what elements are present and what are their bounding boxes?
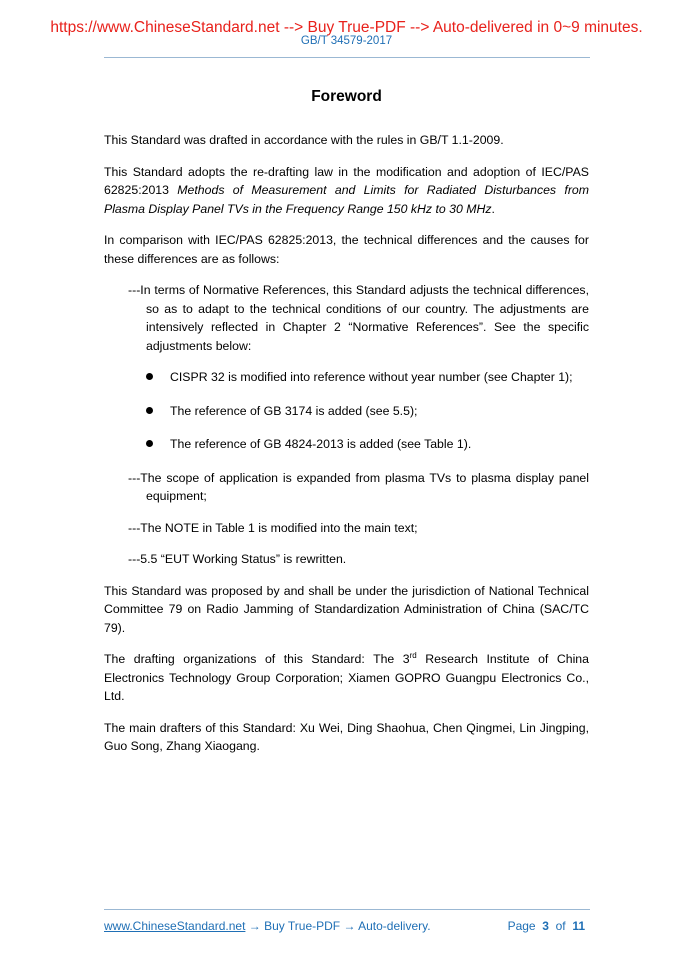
standard-code: GB/T 34579-2017	[300, 35, 393, 47]
list-item-text: The reference of GB 4824-2013 is added (see Table 1).	[170, 437, 472, 451]
footer-left	[104, 918, 431, 934]
of-label: of	[555, 919, 566, 933]
paragraph-drafting-organizations	[104, 650, 589, 706]
ordinal-suffix: rd	[409, 651, 417, 660]
adoption-text: This Standard adopts the re-drafting law in the modification and adoption of IEC/PAS 62825:2013	[104, 164, 589, 197]
dash-item-normative-references: ---In terms of Normative References, this Standard adjusts the technical differences, so as to adapt to the technical conditions of our country. The adjustments are intensively reflected in Chapter 2 “Normative References”. See the specific adjustments below:	[128, 283, 589, 353]
header-rule	[104, 57, 590, 58]
dash-item-note: ---The NOTE in Table 1 is modified into the main text;	[128, 520, 418, 535]
list-item-text: The reference of GB 3174 is added (see 5.5);	[170, 403, 418, 418]
footer-site-link[interactable]: www.ChineseStandard.net	[104, 919, 246, 933]
page-label: Page	[507, 919, 536, 933]
footer-rule	[104, 909, 590, 910]
dash-item-scope: ---The scope of application is expanded from plasma TVs to plasma display panel equipment;	[128, 470, 589, 503]
list-item	[170, 435, 589, 454]
paragraph-proposal: This Standard was proposed by and shall be under the jurisdiction of National Technical Committee 79 on Radio Jamming of Standardization Administration of China (SAC/TC 79).	[104, 583, 589, 635]
document-body	[104, 131, 589, 756]
paragraph-adoption	[104, 163, 589, 219]
dash-item-eut-status: ---5.5 “EUT Working Status” is rewritten.	[128, 552, 347, 566]
page-title: Foreword	[311, 88, 382, 105]
organizations-text-end: Research Institute of China Electronics Technology Group Corporation; Xiamen GOPRO Guangpu Electronics Co., Ltd.	[104, 652, 589, 703]
promo-banner[interactable]: https://www.ChineseStandard.net --> Buy True-PDF --> Auto-delivered in 0~9 minutes.	[50, 19, 643, 36]
bullet-icon	[146, 407, 153, 414]
adoption-end: .	[491, 201, 495, 216]
bullet-icon	[146, 440, 153, 447]
paragraph-differences-intro: In comparison with IEC/PAS 62825:2013, the technical differences and the causes for these differences are as follows:	[104, 233, 589, 266]
adopted-title: Methods of Measurement and Limits for Radiated Disturbances from Plasma Display Panel TVs in the Frequency Range 150 kHz to 30 MHz	[104, 183, 589, 216]
list-item	[170, 368, 589, 387]
bullet-icon	[146, 373, 153, 380]
paragraph-drafters: The main drafters of this Standard: Xu Wei, Ding Shaohua, Chen Qingmei, Lin Jingping, Guo Song, Zhang Xiaogang.	[104, 720, 589, 753]
list-item	[170, 402, 589, 421]
organizations-text-start: The drafting organizations of this Standard: The 3	[104, 652, 410, 666]
current-page: 3	[542, 919, 549, 933]
total-pages: 11	[572, 919, 585, 933]
footer-tagline: → Buy True-PDF → Auto-delivery.	[245, 919, 431, 933]
page-indicator	[508, 918, 585, 934]
paragraph-drafting-rules: This Standard was drafted in accordance with the rules in GB/T 1.1-2009.	[104, 133, 504, 147]
list-item-text: CISPR 32 is modified into reference without year number (see Chapter 1);	[170, 370, 573, 384]
footer	[104, 918, 589, 934]
